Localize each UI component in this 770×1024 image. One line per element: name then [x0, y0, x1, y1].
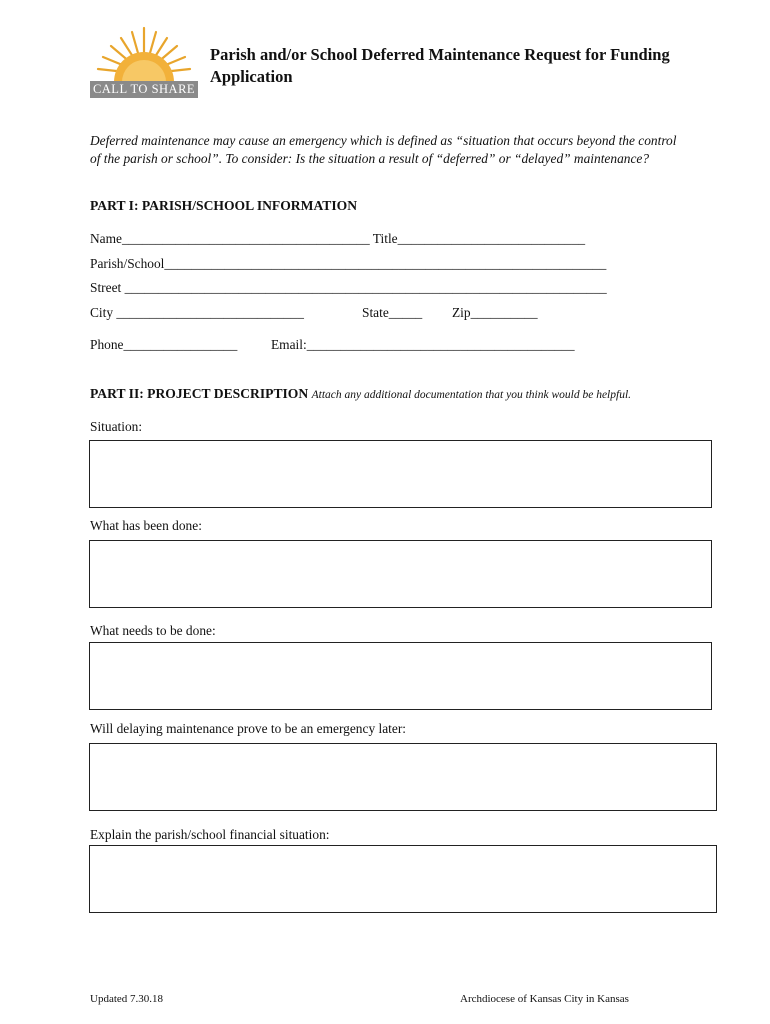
name-title-field[interactable]: Name_____________________________________ Title____________________________ — [90, 231, 586, 246]
delay-emergency-label: Will delaying maintenance prove to be an emergency later: — [90, 721, 406, 736]
delay-emergency-textarea[interactable] — [89, 743, 717, 811]
call-to-share-logo — [88, 24, 200, 100]
city-field[interactable]: City ____________________________ — [90, 305, 304, 320]
page-title — [210, 44, 730, 88]
part2-heading — [90, 386, 631, 402]
footer-org: Archdiocese of Kansas City in Kansas — [460, 993, 629, 1005]
title-line-1: Parish and/or School Deferred Maintenance Request for Funding — [210, 45, 670, 64]
sunburst-icon — [88, 24, 200, 84]
parish-school-field[interactable]: Parish/School__________________________________________________________________ — [90, 256, 607, 271]
street-field[interactable]: Street ________________________________________________________________________ — [90, 280, 607, 295]
phone-field[interactable]: Phone_________________ — [90, 337, 238, 352]
part1-heading: PART I: PARISH/SCHOOL INFORMATION — [90, 198, 358, 213]
intro-line-2: of the parish or school”. To consider: Is the situation a result of “deferred” or “delayed” maintenance? — [90, 151, 650, 166]
logo-text: CALL TO SHARE — [90, 81, 198, 98]
email-field[interactable]: Email:________________________________________ — [271, 337, 575, 352]
what-done-label: What has been done: — [90, 518, 202, 533]
situation-textarea[interactable] — [89, 440, 712, 508]
financial-situation-label: Explain the parish/school financial situation: — [90, 827, 330, 842]
zip-field[interactable]: Zip__________ — [452, 305, 538, 320]
what-needs-textarea[interactable] — [89, 642, 712, 710]
situation-label: Situation: — [90, 419, 143, 434]
title-line-2: Application — [210, 67, 293, 86]
what-needs-label: What needs to be done: — [90, 623, 216, 638]
intro-text — [90, 132, 730, 168]
part2-heading-note: Attach any additional documentation that you think would be helpful. — [311, 389, 632, 401]
intro-line-1: Deferred maintenance may cause an emergency which is defined as “situation that occurs beyond the control — [90, 133, 677, 148]
part2-heading-title: PART II: PROJECT DESCRIPTION — [90, 386, 309, 401]
what-done-textarea[interactable] — [89, 540, 712, 608]
financial-situation-textarea[interactable] — [89, 845, 717, 913]
state-field[interactable]: State_____ — [362, 305, 423, 320]
footer-updated: Updated 7.30.18 — [90, 993, 164, 1005]
